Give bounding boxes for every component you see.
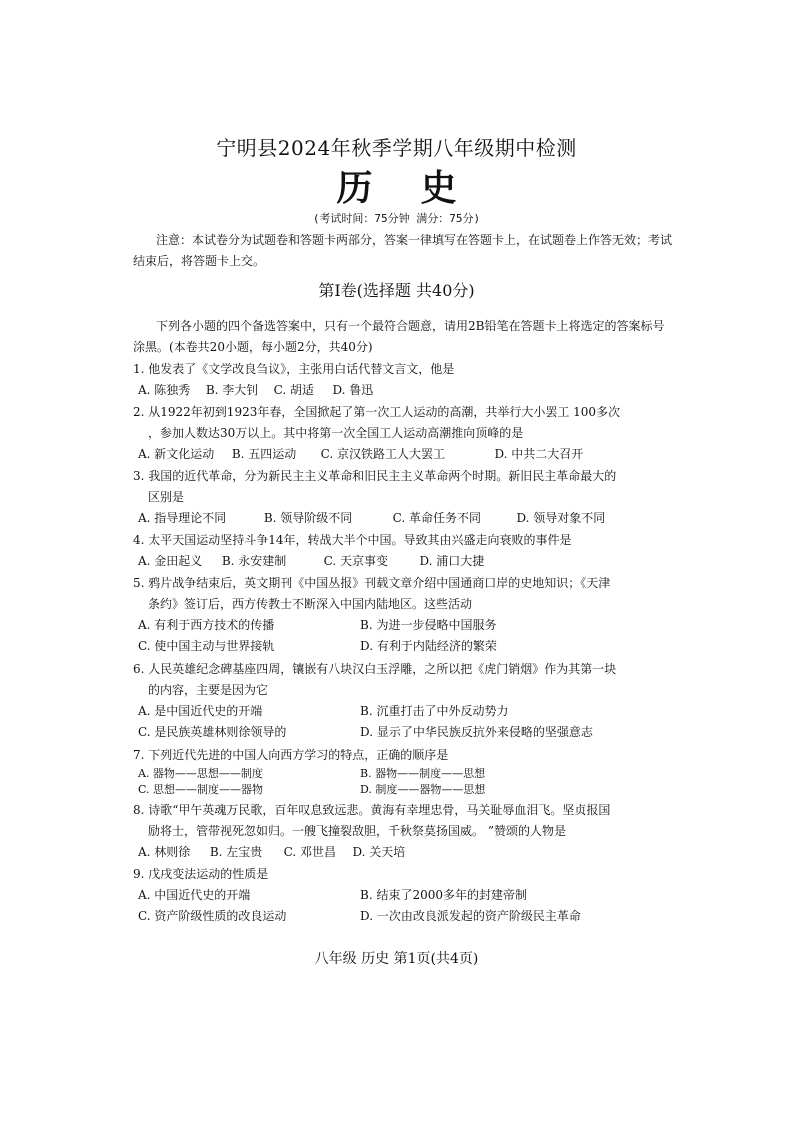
question-1 <box>133 359 678 401</box>
option-d: D. 关天培 <box>352 845 406 859</box>
option-c: C. 是民族英雄林则徐领导的 <box>138 725 287 739</box>
option-a: A. 有利于西方技术的传播 <box>138 618 275 632</box>
option-c: C. 邓世昌 <box>283 845 337 859</box>
notice: 注意：本试卷分为试题卷和答题卡两部分，答案一律填写在答题卡上，在试题卷上作答无效；考试结束后，将答题卡上交。 <box>133 233 673 268</box>
option-d: D. 制度——器物——思想 <box>360 783 486 796</box>
option-d: D. 有利于内陆经济的繁荣 <box>360 639 497 653</box>
page-footer: 八年级 历史 第1页(共4页) <box>314 951 479 967</box>
question-text-cont: 的内容，主要是因为它 <box>148 683 269 697</box>
option-d: D. 中共二大召开 <box>494 447 584 461</box>
question-text-cont: 区别是 <box>148 490 185 504</box>
options-row <box>133 842 678 863</box>
options-row <box>133 508 678 529</box>
question-text: 8. 诗歌“甲午英魂万民歌，百年叹息致远悲。黄海有幸埋忠骨，马关耻辱血泪飞。坚贞报国 <box>133 803 611 817</box>
question-text: 1. 他发表了《文学改良刍议》，主张用白话代替文言文，他是 <box>133 362 455 376</box>
question-text: 7. 下列近代先进的中国人向西方学习的特点，正确的顺序是 <box>133 748 449 762</box>
option-a: A. 指导理论不同 <box>138 511 227 525</box>
time-info: (考试时间：75分钟 满分：75分) <box>312 212 481 225</box>
option-b: B. 五四运动 <box>231 447 297 461</box>
option-b: B. 左宝贵 <box>209 845 263 859</box>
option-a: A. 器物——思想——制度 <box>138 767 263 780</box>
options-grid <box>133 766 678 798</box>
question-2 <box>133 402 678 465</box>
options-row <box>133 444 678 465</box>
option-d: D. 显示了中华民族反抗外来侵略的坚强意志 <box>360 725 593 739</box>
option-c: C. 资产阶级性质的改良运动 <box>138 909 287 923</box>
option-d: D. 浦口大捷 <box>419 554 485 568</box>
section-title: 第Ⅰ卷(选择题 共40分) <box>318 281 475 300</box>
question-4 <box>133 530 678 572</box>
option-d: D. 领导对象不同 <box>516 511 606 525</box>
option-a: A. 林则徐 <box>138 845 191 859</box>
option-c: C. 天京事变 <box>323 554 389 568</box>
option-d: D. 鲁迅 <box>332 383 374 397</box>
question-text: 9. 戊戌变法运动的性质是 <box>133 867 269 881</box>
option-a: A. 是中国近代史的开端 <box>138 704 263 718</box>
question-text-cont: ，参加人数达30万以上。其中将第一次全国工人运动高潮推向顶峰的是 <box>148 426 524 440</box>
options-grid <box>133 701 678 743</box>
question-8 <box>133 800 678 863</box>
option-b: B. 李大钊 <box>205 383 259 397</box>
question-text-cont: 励将士，管带视死忽如归。一艘飞撞裂敌胆，千秋祭莫扬国威。 ”赞颂的人物是 <box>148 824 566 838</box>
subject-title: 历史 <box>336 167 505 209</box>
option-a: A. 新文化运动 <box>138 447 215 461</box>
option-b: B. 结束了2000多年的封建帝制 <box>360 888 527 902</box>
options-row <box>133 551 678 572</box>
option-c: C. 胡适 <box>273 383 315 397</box>
question-text-cont: 条约》签订后，西方传教士不断深入中国内陆地区。这些活动 <box>148 597 473 611</box>
option-a: A. 陈独秀 <box>138 383 191 397</box>
option-b: B. 为进一步侵略中国服务 <box>360 618 497 632</box>
options-grid <box>133 615 678 657</box>
option-a: A. 金田起义 <box>138 554 203 568</box>
options-row <box>133 380 678 401</box>
question-text: 2. 从1922年初到1923年春，全国掀起了第一次工人运动的高潮，共举行大小罢工 100多次 <box>133 405 621 419</box>
option-b: B. 器物——制度——思想 <box>360 767 486 780</box>
question-6 <box>133 659 678 743</box>
option-c: C. 革命任务不同 <box>392 511 482 525</box>
question-7 <box>133 745 678 798</box>
question-3 <box>133 466 678 529</box>
option-b: B. 领导阶级不同 <box>263 511 353 525</box>
question-text: 4. 太平天国运动坚持斗争14年，转战大半个中国。导致其由兴盛走向衰败的事件是 <box>133 533 572 547</box>
question-text: 5. 鸦片战争结束后，英文期刊《中国丛报》刊载文章介绍中国通商口岸的史地知识；《天津 <box>133 576 611 590</box>
option-a: A. 中国近代史的开端 <box>138 888 251 902</box>
option-c: C. 使中国主动与世界接轨 <box>138 639 275 653</box>
question-text: 6. 人民英雄纪念碑基座四周，镶嵌有八块汉白玉浮雕，之所以把《虎门销烟》作为其第一块 <box>133 662 617 676</box>
question-text: 3. 我国的近代革命，分为新民主主义革命和旧民主主义革命两个时期。新旧民主革命最大的 <box>133 469 617 483</box>
exam-title: 宁明县2024年秋季学期八年级期中检测 <box>216 136 577 160</box>
option-b: B. 沉重打击了中外反动势力 <box>360 704 509 718</box>
option-b: B. 永安建制 <box>221 554 287 568</box>
option-c: C. 思想——制度——器物 <box>138 783 264 796</box>
section-instructions: 下列各小题的四个备选答案中，只有一个最符合题意，请用2B铅笔在答题卡上将选定的答案标号涂黑。(本卷共20小题，每小题2分，共40分) <box>133 319 665 354</box>
options-grid <box>133 885 678 927</box>
option-c: C. 京汉铁路工人大罢工 <box>320 447 446 461</box>
question-9 <box>133 864 678 927</box>
option-d: D. 一次由改良派发起的资产阶级民主革命 <box>360 909 581 923</box>
question-5 <box>133 573 678 657</box>
